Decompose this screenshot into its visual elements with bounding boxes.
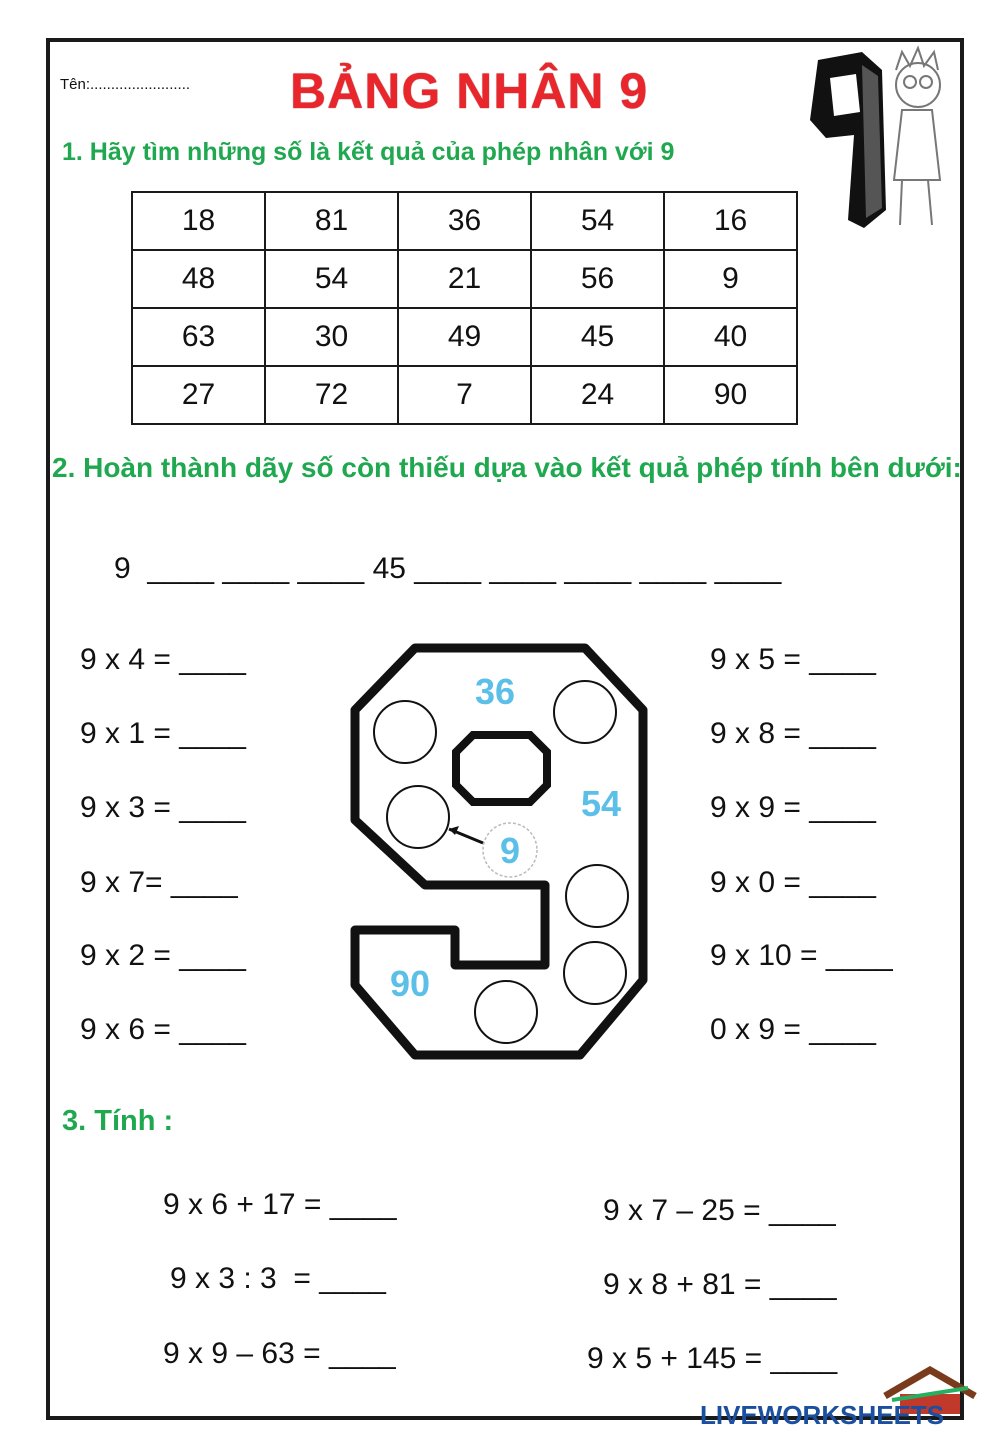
table-row xyxy=(132,250,797,308)
answer-circle[interactable] xyxy=(475,981,537,1043)
figure-number-36: 36 xyxy=(474,671,516,712)
table-row xyxy=(132,366,797,424)
table-cell[interactable]: 40 xyxy=(664,308,797,366)
figure-number-54: 54 xyxy=(580,783,622,824)
calc-left-1[interactable]: 9 x 6 + 17 = ____ xyxy=(163,1188,397,1221)
table-cell[interactable]: 9 xyxy=(664,250,797,308)
equation-right-2[interactable]: 9 x 8 = ____ xyxy=(710,717,876,750)
section3-heading: 3. Tính : xyxy=(62,1105,174,1137)
figure-number-9: 9 xyxy=(499,830,521,871)
calc-left-2[interactable]: 9 x 3 : 3 = ____ xyxy=(170,1262,386,1295)
answer-circle[interactable] xyxy=(387,786,449,848)
nine-shape-figure xyxy=(345,640,655,1065)
equation-right-1[interactable]: 9 x 5 = ____ xyxy=(710,643,876,676)
table-cell[interactable]: 18 xyxy=(132,192,265,250)
equation-right-5[interactable]: 9 x 10 = ____ xyxy=(710,939,893,972)
table-cell[interactable]: 49 xyxy=(398,308,531,366)
table-cell[interactable]: 90 xyxy=(664,366,797,424)
table-cell[interactable]: 36 xyxy=(398,192,531,250)
nine-character-illustration xyxy=(790,40,965,240)
calc-right-2[interactable]: 9 x 8 + 81 = ____ xyxy=(603,1268,837,1301)
table-row xyxy=(132,192,797,250)
figure-number-90: 90 xyxy=(389,963,431,1004)
answer-circle[interactable] xyxy=(566,865,628,927)
answer-circle[interactable] xyxy=(554,681,616,743)
table-cell[interactable]: 54 xyxy=(265,250,398,308)
equation-left-6[interactable]: 9 x 6 = ____ xyxy=(80,1013,246,1046)
table-cell[interactable]: 72 xyxy=(265,366,398,424)
name-field[interactable]: Tên:........................ xyxy=(60,76,191,93)
calc-right-1[interactable]: 9 x 7 – 25 = ____ xyxy=(603,1194,836,1227)
table-cell[interactable]: 56 xyxy=(531,250,664,308)
table-cell[interactable]: 27 xyxy=(132,366,265,424)
answer-circle[interactable] xyxy=(564,942,626,1004)
section1-heading: 1. Hãy tìm những số là kết quả của phép nhân với 9 xyxy=(62,138,675,166)
table-cell[interactable]: 81 xyxy=(265,192,398,250)
table-cell[interactable]: 30 xyxy=(265,308,398,366)
table-cell[interactable]: 63 xyxy=(132,308,265,366)
table-cell[interactable]: 54 xyxy=(531,192,664,250)
table-cell[interactable]: 24 xyxy=(531,366,664,424)
equation-left-5[interactable]: 9 x 2 = ____ xyxy=(80,939,246,972)
nine-inner-loop xyxy=(456,735,547,802)
table-cell[interactable]: 48 xyxy=(132,250,265,308)
table-cell[interactable]: 45 xyxy=(531,308,664,366)
table-cell[interactable]: 21 xyxy=(398,250,531,308)
number-sequence[interactable]: 9 ____ ____ ____ 45 ____ ____ ____ ____ ____ xyxy=(114,552,782,585)
table-row xyxy=(132,308,797,366)
section2-heading: 2. Hoàn thành dãy số còn thiếu dựa vào kết quả phép tính bên dưới: xyxy=(52,452,962,483)
equation-right-6[interactable]: 0 x 9 = ____ xyxy=(710,1013,876,1046)
equation-right-4[interactable]: 9 x 0 = ____ xyxy=(710,866,876,899)
page-title: BẢNG NHÂN 9 xyxy=(290,63,649,119)
equation-left-4[interactable]: 9 x 7= ____ xyxy=(80,866,238,899)
calc-left-3[interactable]: 9 x 9 – 63 = ____ xyxy=(163,1337,396,1370)
table-cell[interactable]: 7 xyxy=(398,366,531,424)
liveworksheets-watermark: LIVEWORKSHEETS xyxy=(700,1400,945,1430)
equation-right-3[interactable]: 9 x 9 = ____ xyxy=(710,791,876,824)
calc-right-3[interactable]: 9 x 5 + 145 = ____ xyxy=(587,1342,838,1375)
table-cell[interactable]: 16 xyxy=(664,192,797,250)
equation-left-1[interactable]: 9 x 4 = ____ xyxy=(80,643,246,676)
number-table xyxy=(131,191,798,425)
equation-left-2[interactable]: 9 x 1 = ____ xyxy=(80,717,246,750)
equation-left-3[interactable]: 9 x 3 = ____ xyxy=(80,791,246,824)
answer-circle[interactable] xyxy=(374,701,436,763)
